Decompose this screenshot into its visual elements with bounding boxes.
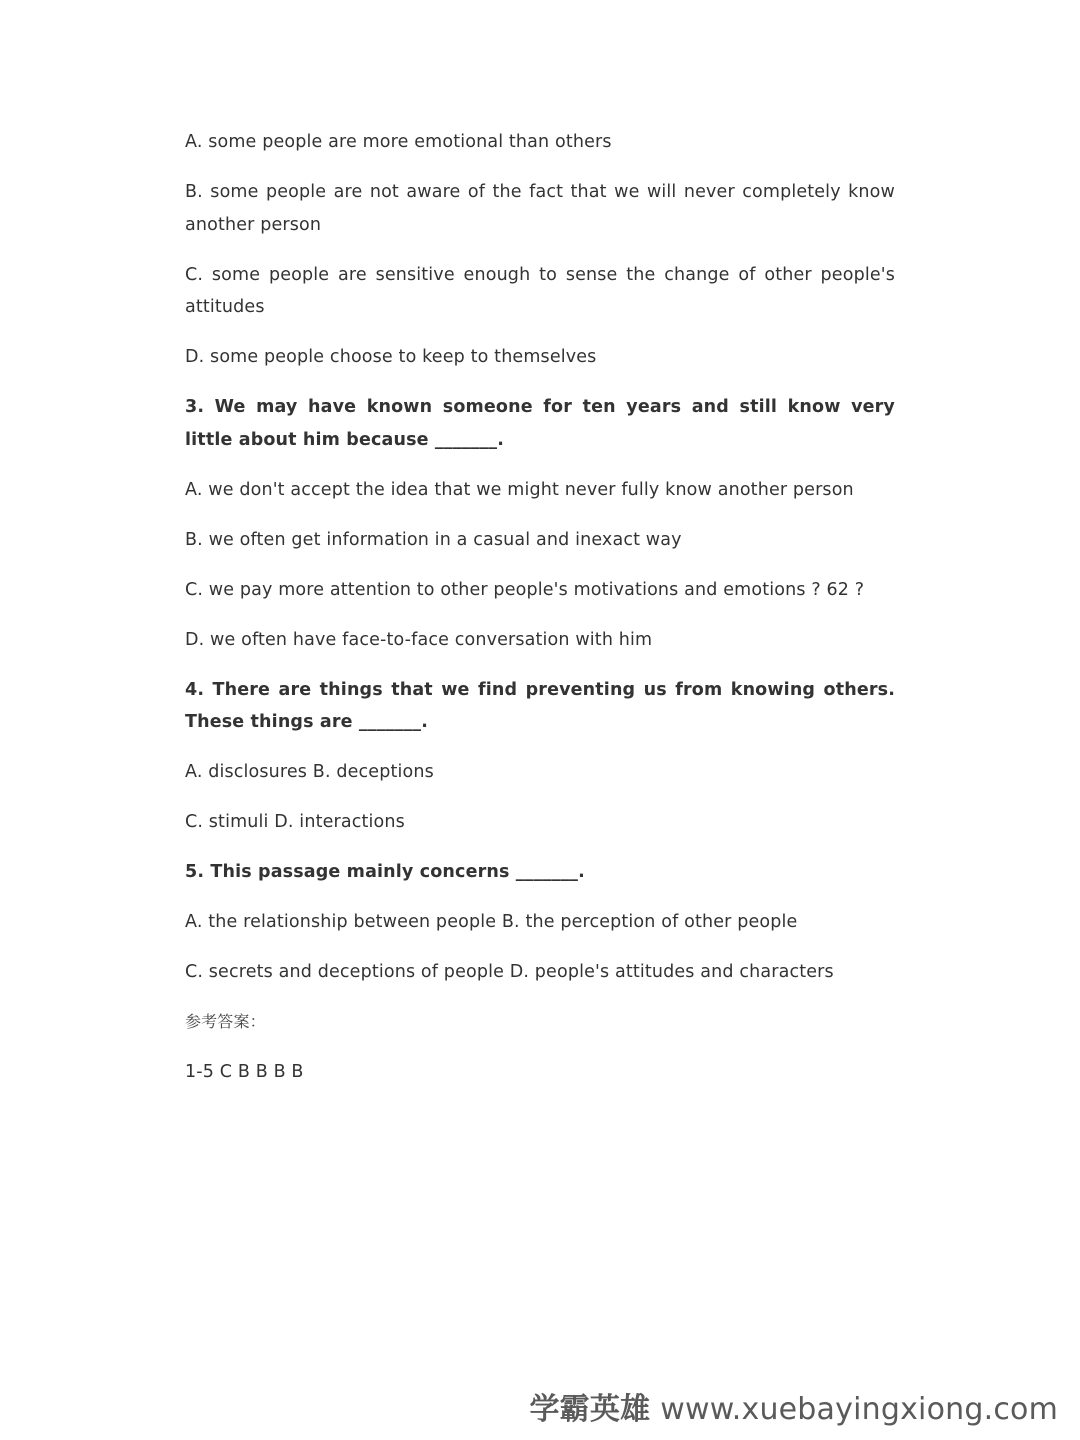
answer-key-value: 1-5 C B B B B	[185, 1062, 304, 1082]
option-2b: B. some people are not aware of the fact that we will never completely know another person	[185, 182, 895, 235]
question-3-stem: 3. We may have known someone for ten years and still know very little about him because _______.	[185, 397, 895, 450]
option-3a: A. we don't accept the idea that we might never fully know another person	[185, 479, 854, 500]
option-3d: D. we often have face-to-face conversation with him	[185, 629, 653, 650]
question-5-stem: 5. This passage mainly concerns _______.	[185, 862, 585, 882]
option-2d: D. some people choose to keep to themselves	[185, 347, 597, 367]
watermark-url: www.xuebayingxiong.com	[660, 1392, 1058, 1427]
option-3b: B. we often get information in a casual and inexact way	[185, 529, 682, 550]
option-5cd: C. secrets and deceptions of people D. people's attitudes and characters	[185, 962, 834, 982]
question-4-stem: 4. There are things that we find preventing us from knowing others. These things are _______.	[185, 679, 895, 732]
answer-key-label: 参考答案：	[185, 1012, 266, 1031]
option-3c: C. we pay more attention to other people's motivations and emotions ? 62 ?	[185, 579, 865, 600]
option-2a: A. some people are more emotional than others	[185, 132, 612, 152]
option-5ab: A. the relationship between people B. the perception of other people	[185, 912, 798, 932]
site-watermark	[529, 1384, 1058, 1428]
option-4cd: C. stimuli D. interactions	[185, 812, 405, 832]
option-2c: C. some people are sensitive enough to sense the change of other people's attitudes	[185, 264, 895, 317]
watermark-brand: 学霸英雄	[529, 1392, 651, 1427]
option-4ab: A. disclosures B. deceptions	[185, 762, 434, 782]
document-body	[185, 126, 895, 1106]
